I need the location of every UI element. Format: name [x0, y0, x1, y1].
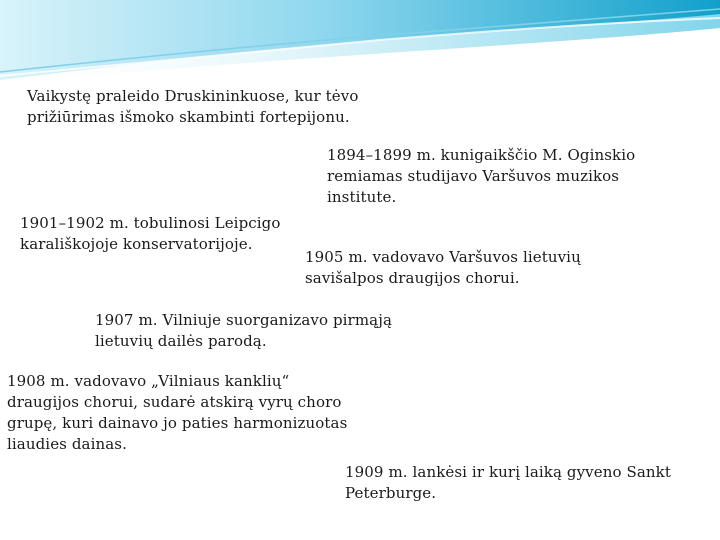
- text-art-exhibition: 1907 m. Vilniuje suorganizavo pirmąją lietuvių dailės parodą.: [95, 311, 392, 350]
- decorative-wave-banner: [0, 0, 720, 90]
- text-warsaw-institute: 1894–1899 m. kunigaikščio M. Oginskio remiamas studijavo Varšuvos muzikos institute.: [327, 146, 636, 206]
- text-leipzig-conservatory: 1901–1902 m. tobulinosi Leipcigo karališkojoje konservatorijoje.: [20, 214, 281, 253]
- text-saint-petersburg: 1909 m. lankėsi ir kurį laiką gyveno Sankt Peterburge.: [345, 463, 671, 502]
- text-warsaw-choir: 1905 m. vadovavo Varšuvos lietuvių savišalpos draugijos chorui.: [305, 248, 581, 287]
- text-vilnius-kankles: 1908 m. vadovavo „Vilniaus kanklių“ draugijos chorui, sudarė atskirą vyrų choro grupę, kuri dainavo jo paties harmonizuotas liaudies dainas.: [7, 372, 348, 453]
- text-childhood: Vaikystę praleido Druskininkuose, kur tėvo prižiūrimas išmoko skambinti fortepijonu.: [27, 87, 359, 126]
